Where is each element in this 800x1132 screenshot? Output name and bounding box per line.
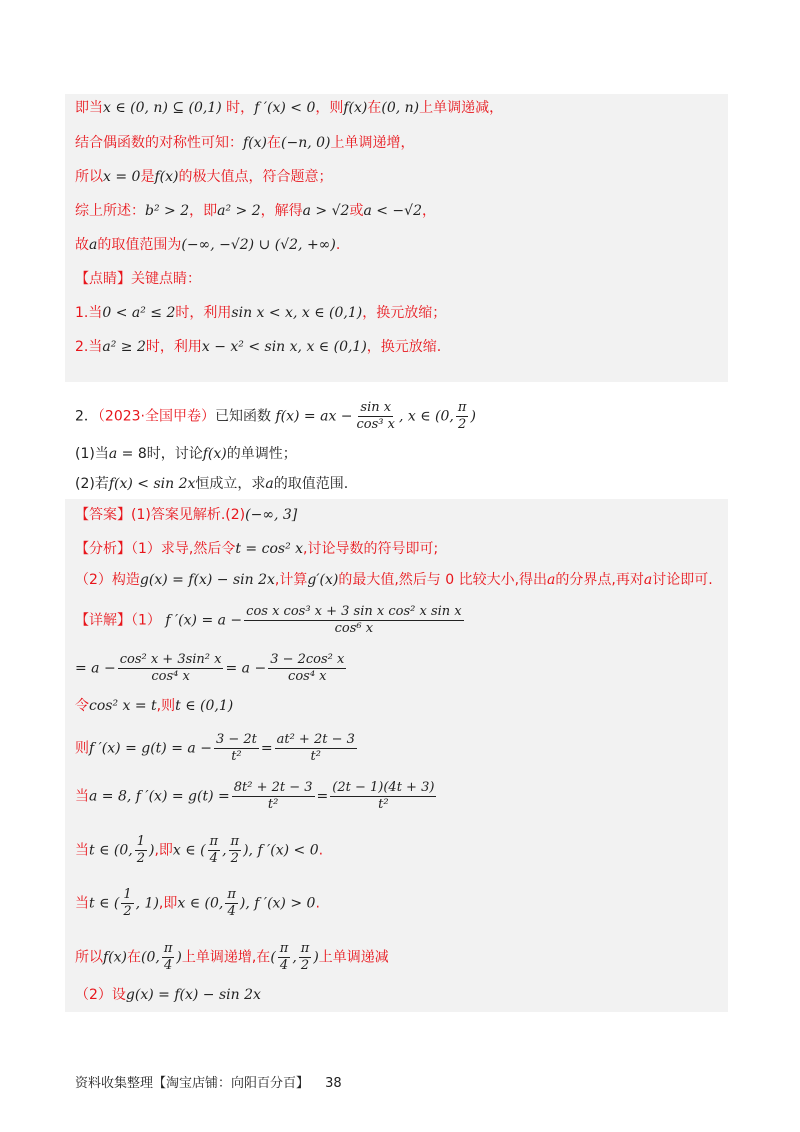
text: ， [421, 203, 436, 219]
numerator: 3 − 2t [215, 732, 257, 747]
math: (−∞, −√2) ∪ (√2, +∞) [181, 237, 336, 253]
text: ,即 [158, 895, 178, 912]
math: ), f ′(x) > 0 [239, 895, 316, 912]
text: 在 [267, 135, 282, 151]
denominator: 4 [209, 851, 218, 866]
math: g′(x) [307, 572, 339, 588]
denominator: cos³ x [356, 417, 395, 432]
problem-part-1 [75, 443, 297, 465]
math: a [89, 237, 98, 253]
detail-line-4 [75, 732, 359, 765]
text: . [315, 895, 320, 912]
footer-text: 资料收集整理【淘宝店铺：向阳百分百】 [75, 1076, 310, 1091]
math: a² > 2 [217, 203, 261, 219]
detail-line-3 [75, 695, 233, 717]
text: 讨论即可. [652, 572, 713, 588]
text: 【点睛】关键点睛： [75, 271, 201, 287]
numerator: (2t − 1)(4t + 3) [332, 780, 435, 795]
math: ) [149, 842, 155, 859]
fraction [225, 887, 238, 920]
numerator: π [163, 941, 173, 956]
fraction [456, 400, 469, 433]
solution-line-3 [75, 166, 332, 188]
text: （2）构造 [75, 572, 140, 588]
fraction [299, 941, 312, 974]
math: cos² x = t [89, 698, 157, 714]
math: a > √2 [302, 203, 350, 219]
math: t ∈ ( [89, 895, 120, 912]
text: 的单调性； [226, 446, 297, 462]
text: （2）设 [75, 987, 126, 1003]
math: a < −√2 [363, 203, 422, 219]
text: 的取值范围为 [97, 237, 182, 253]
detail-line-6 [75, 834, 323, 867]
key-point-heading [75, 268, 201, 290]
fraction [208, 834, 221, 867]
text: 则 [75, 740, 89, 757]
numerator: π [209, 834, 219, 849]
math: = [260, 740, 273, 757]
denominator: t² [267, 797, 279, 812]
math: g(x) = f(x) − sin 2x [125, 987, 261, 1003]
text: 上单调递减 [318, 949, 389, 966]
fraction [229, 834, 242, 867]
math: t = cos² x [235, 541, 304, 557]
text: 上单调递减， [419, 100, 504, 116]
denominator: t² [378, 797, 389, 812]
text: . [335, 237, 341, 253]
numerator: π [230, 834, 240, 849]
math: (0, n) [381, 100, 420, 116]
text: 上单调递增,在 [181, 949, 271, 966]
denominator: 2 [300, 958, 310, 973]
text: ，换元放缩. [366, 339, 442, 355]
numerator: π [227, 887, 236, 902]
fraction [244, 604, 463, 637]
fraction [214, 732, 259, 765]
text: ，则 [315, 100, 344, 116]
numerator: cos x cos³ x + 3 sin x cos² x sin x [246, 604, 462, 619]
math: x ∈ (0, n) ⊆ (0,1) [103, 100, 222, 116]
math: , x ∈ (0, [399, 408, 454, 425]
denominator: cos⁴ x [151, 669, 190, 684]
math: 0 < a² ≤ 2 [102, 305, 176, 321]
text: ，即 [189, 203, 218, 219]
math: f ′(x) < 0 [254, 100, 316, 116]
fraction [118, 652, 224, 685]
text: 【答案】(1)答案见解析.(2) [75, 507, 246, 523]
denominator: 4 [227, 904, 236, 919]
text: 时， [221, 100, 255, 116]
page-number: 38 [325, 1076, 342, 1091]
math: f(x) [154, 169, 179, 185]
text: 2.当 [75, 339, 103, 355]
fraction [275, 732, 357, 765]
math: a [265, 476, 274, 492]
answer-line [75, 504, 297, 526]
text: 综上所述： [75, 203, 145, 219]
text: 时，利用 [175, 305, 232, 321]
text: = 8时，讨论 [117, 446, 203, 462]
solution-line-5 [75, 234, 340, 256]
denominator: cos⁴ x [288, 669, 327, 684]
math: sin x < x, x ∈ (0,1) [231, 305, 363, 321]
math: x ∈ (0, [177, 895, 224, 912]
fraction [162, 941, 175, 974]
text: 的最大值,然后与 0 比较大小,得出 [338, 572, 548, 588]
math: f(x) [103, 949, 128, 966]
math: = [316, 788, 329, 805]
detail-line-7 [75, 887, 320, 920]
math: f(x) [202, 446, 227, 462]
key-point-2 [75, 336, 441, 358]
key-point-1 [75, 302, 446, 324]
numerator: 1 [136, 834, 145, 849]
text: 1.当 [75, 305, 103, 321]
math: a [108, 446, 118, 462]
math: (−n, 0) [281, 135, 331, 151]
fraction [121, 887, 133, 920]
text: 令 [75, 698, 89, 714]
math: a = 8, f ′(x) = g(t) = [89, 788, 230, 805]
math: , [292, 949, 297, 966]
numerator: 8t² + 2t − 3 [233, 780, 313, 795]
text: 即当 [75, 100, 103, 116]
text: ,讨论导数的符号即可; [303, 541, 439, 557]
text: 当 [75, 895, 89, 912]
numerator: π [279, 941, 289, 956]
text: 【分析】（1）求导,然后令 [75, 541, 236, 557]
math: g(x) = f(x) − sin 2x [139, 572, 275, 588]
detail-line-5 [75, 780, 438, 813]
denominator: cos⁶ x [334, 621, 374, 636]
text: 的取值范围. [273, 476, 349, 492]
math: x ∈ ( [172, 842, 206, 859]
text: ,即 [154, 842, 173, 859]
denominator: 4 [163, 958, 173, 973]
problem-number: 2． [75, 408, 98, 425]
text: . [318, 842, 324, 859]
text: (1)当 [75, 446, 109, 462]
numerator: at² + 2t − 3 [276, 732, 355, 747]
numerator: π [457, 400, 467, 415]
problem-part-2 [75, 473, 348, 495]
math: a² ≥ 2 [102, 339, 146, 355]
text: ，换元放缩； [362, 305, 447, 321]
fraction [268, 652, 346, 685]
solution-line-4 [75, 200, 436, 222]
math: b² > 2 [145, 203, 190, 219]
page-footer [75, 1072, 342, 1091]
math: (0, [141, 949, 160, 966]
text: 的极大值点，符合题意； [178, 169, 333, 185]
numerator: π [300, 941, 310, 956]
analysis-line-2 [75, 569, 713, 591]
analysis-line-1 [75, 538, 438, 560]
text: 或 [349, 203, 364, 219]
text: ,则 [156, 698, 176, 714]
math: , 1) [135, 895, 159, 912]
math: f(x) = ax − [275, 408, 353, 425]
detail-line-9 [75, 984, 261, 1006]
text: 恒成立，求 [195, 476, 266, 492]
math: t ∈ (0,1) [175, 698, 234, 714]
text: 的分界点,再对 [555, 572, 644, 588]
text: (2)若 [75, 476, 109, 492]
math: a [643, 572, 653, 588]
text: 在 [367, 100, 382, 116]
detail-line-1 [75, 604, 466, 637]
math: f ′(x) = g(t) = a − [89, 740, 212, 757]
math: = a − [225, 660, 267, 677]
math: (−∞, 3] [245, 507, 298, 523]
problem-source: （2023·全国甲卷） [97, 408, 216, 425]
denominator: 2 [136, 851, 145, 866]
fraction [135, 834, 147, 867]
math: f(x) [243, 135, 268, 151]
denominator: t² [231, 749, 242, 764]
text: 当 [75, 842, 89, 859]
text: 已知函数 [215, 408, 272, 425]
math: a [547, 572, 556, 588]
text: 是 [140, 169, 155, 185]
math: x = 0 [103, 169, 141, 185]
problem-statement [75, 400, 476, 433]
denominator: 2 [458, 417, 467, 432]
denominator: t² [310, 749, 321, 764]
text: 上单调递增， [330, 135, 415, 151]
denominator: 4 [279, 958, 289, 973]
text: 时，利用 [145, 339, 202, 355]
math: ) [470, 408, 476, 425]
math: f(x) [343, 100, 368, 116]
math: f ′(x) = a − [165, 612, 243, 629]
fraction [278, 941, 291, 974]
fraction [232, 780, 315, 813]
math: f(x) < sin 2x [108, 476, 196, 492]
numerator: sin x [360, 400, 392, 415]
text: 【详解】（1） [75, 612, 161, 629]
math: ) [313, 949, 319, 966]
text: ，解得 [260, 203, 303, 219]
fraction [330, 780, 436, 813]
solution-line-2 [75, 132, 415, 154]
fraction [355, 400, 397, 433]
math: ) [176, 949, 182, 966]
math: ( [270, 949, 276, 966]
text: ,计算 [274, 572, 308, 588]
text: 故 [75, 237, 89, 253]
text: 结合偶函数的对称性可知： [75, 135, 243, 151]
solution-line-1 [75, 97, 503, 119]
denominator: 2 [230, 851, 239, 866]
detail-line-2 [75, 652, 348, 685]
text: 当 [75, 788, 89, 805]
denominator: 2 [123, 904, 132, 919]
math: ), f ′(x) < 0 [243, 842, 319, 859]
math: = a − [75, 660, 116, 677]
math: x − x² < sin x, x ∈ (0,1) [201, 339, 367, 355]
numerator: cos² x + 3sin² x [119, 652, 222, 667]
text: 所以 [75, 949, 103, 966]
math: , [222, 842, 227, 859]
text: 在 [127, 949, 142, 966]
numerator: 3 − 2cos² x [270, 652, 345, 667]
math: t ∈ (0, [89, 842, 133, 859]
detail-line-8 [75, 941, 389, 974]
numerator: 1 [123, 887, 132, 902]
text: 所以 [75, 169, 103, 185]
